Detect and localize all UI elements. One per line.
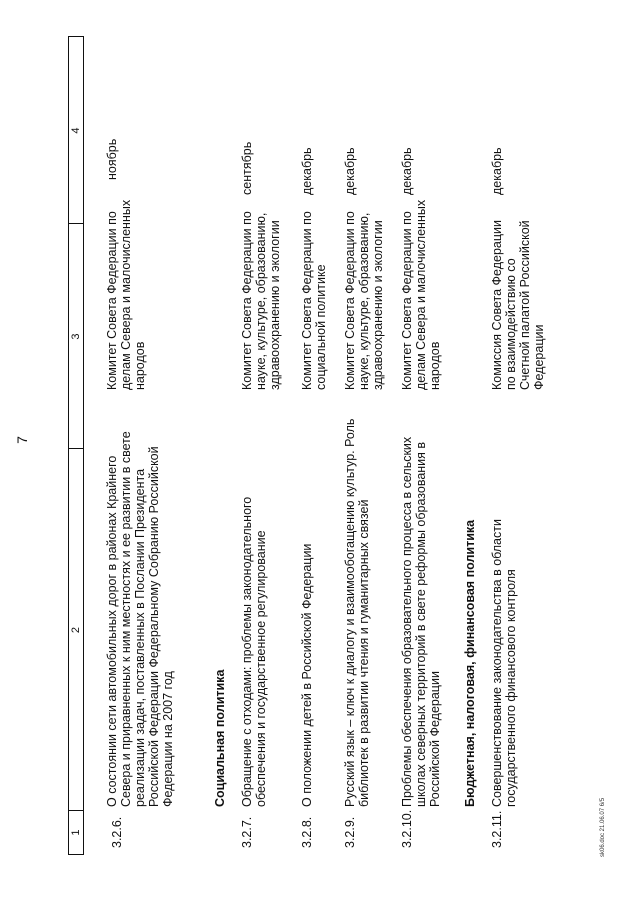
- row-month: сентябрь: [240, 141, 254, 195]
- row-responsible: Комитет Совета Федерации по науке, культуре, образованию, здравоохранению и экологии: [343, 211, 385, 390]
- column-header-3: 3: [70, 333, 82, 340]
- section-heading: Бюджетная, налоговая, финансовая политика: [463, 519, 477, 807]
- row-number: 3.2.7.: [240, 816, 254, 848]
- row-responsible: Комитет Совета Федерации по социальной политике: [300, 211, 328, 390]
- row-title: Проблемы обеспечения образовательного процесса в сельских школах северных территорий в свете реформы образования в Российской Федерации: [400, 436, 442, 807]
- section-heading: Социальная политика: [213, 669, 227, 807]
- column-header-2: 2: [70, 626, 82, 634]
- row-month: декабрь: [490, 147, 504, 195]
- row-number: 3.2.9.: [343, 816, 357, 848]
- row-responsible: Комитет Совета Федерации по делам Севера и малочисленных народов: [400, 199, 442, 390]
- row-title: О положении детей в Российской Федерации: [300, 543, 314, 807]
- row-responsible: Комиссия Совета Федерации по взаимодействию со Счетной палатой Российской Федерации: [490, 219, 546, 390]
- row-month: декабрь: [300, 147, 314, 195]
- row-title: О состоянии сети автомобильных дорог в районах Крайнего Севера и приравненных к ним местностях и ее развитии в свете реализации задач, поставленных в Послании Президента Российской Федерации Федеральному Собранию Российской Федерации на 2007 год: [105, 431, 175, 807]
- row-title: Совершенствование законодательства в области государственного финансового контроля: [490, 519, 518, 807]
- column-header-row: [68, 36, 84, 855]
- row-number: 3.2.6.: [110, 816, 124, 848]
- row-responsible: Комитет Совета Федерации по делам Севера и малочисленных народов: [105, 199, 147, 390]
- row-title: Обращение с отходами: проблемы законодательного обеспечения и государственное регулирование: [240, 496, 268, 807]
- row-number: 3.2.10.: [400, 809, 414, 848]
- row-number: 3.2.11.: [490, 810, 504, 848]
- row-month: ноябрь: [105, 138, 119, 180]
- page-number: 7: [14, 436, 30, 444]
- column-header-1: 1: [70, 829, 82, 836]
- row-month: декабрь: [343, 147, 357, 195]
- column-header-4: 4: [70, 127, 82, 134]
- row-month: декабрь: [400, 147, 414, 195]
- row-number: 3.2.8.: [300, 816, 314, 848]
- row-responsible: Комитет Совета Федерации по науке, культуре, образованию, здравоохранению и экологии: [240, 211, 282, 390]
- footer-mark: sk06.doc 21.06.07 6/5: [600, 797, 606, 857]
- row-title: Русский язык – ключ к диалогу и взаимообогащению культур. Роль библиотек в развитии чтения и гуманитарных связей: [343, 418, 371, 807]
